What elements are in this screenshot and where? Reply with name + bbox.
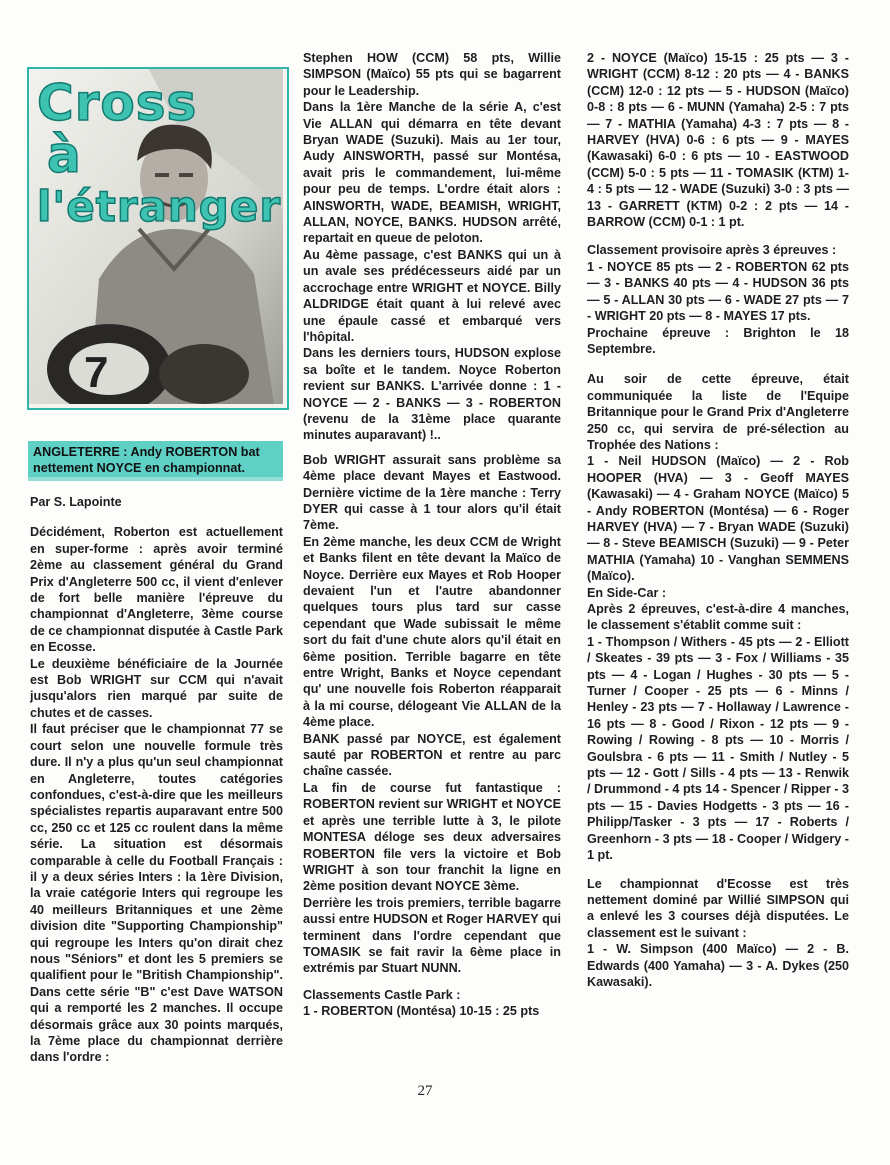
paragraph: En 2ème manche, les deux CCM de Wright et Banks filent en tête devant la Maïco de Noyce. Derrière eux Mayes et Rob Hooper devaient l'un et l'autre abandonner quelques tours plus tard sur casse cependant que Wade subissait le même sort du fait d'une chute alors qu'il était en 6ème position. Terrible bagarre en tête entre Wright, Banks et Noyce cependant qu' une nouvelle fois Roberton réapparait à la mi course, délogeant Vie ALLAN de la 4ème place.: [303, 534, 561, 730]
paragraph: Au 4ème passage, c'est BANKS qui un à un avale ses prédécesseurs aidé par un accrochage entre WRIGHT et NOYCE. Billy ALDRIDGE était quant à lui relevé avec une épaule cassé et embarqué vers l'hôpital.: [303, 247, 561, 344]
paragraph: 2 - NOYCE (Maïco) 15-15 : 25 pts — 3 - WRIGHT (CCM) 8-12 : 20 pts — 4 - BANKS (CCM) 12-0 : 12 pts — 5 - HUDSON (Maïco) 0-8 : 8 pts — 6 - MUNN (Yamaha) 2-5 : 7 pts — 7 - MATHIA (Yamaha) 4-3 : 7 pts — 8 - HARVEY (HVA) 0-6 : 6 pts — 9 - MAYES (Kawasaki) 6-0 : 6 pts — 10 - EASTWOOD (CCM) 5-0 : 5 pts — 11 - TOMASIK (KTM) 1-4 : 5 pts — 12 - WADE (Suzuki) 3-0 : 3 pts — 13 - GARRETT (KTM) 0-2 : 2 pts — 14 - BARROW (CCM) 0-1 : 1 pt.: [587, 51, 849, 230]
paragraph: Prochaine épreuve : Brighton le 18 Septembre.: [587, 325, 849, 356]
byline: Par S. Lapointe: [30, 495, 122, 509]
paragraph: Au soir de cette épreuve, était communiquée la liste de l'Equipe Britannique pour le Grand Prix d'Angleterre 250 cc, qui servira de pré-sélection au Trophée des Nations :: [587, 372, 849, 452]
page-number: 27: [417, 1083, 433, 1099]
right-column: [587, 50, 849, 990]
paragraph: 1 - Neil HUDSON (Maïco) — 2 - Rob HOOPER (HVA) — 3 - Geoff MAYES (Kawasaki) — 4 - Graham NOYCE (Maïco) 5 - Andy ROBERTON (Montésa) — 6 - Roger HARVEY (HVA) — 7 - Bryan WADE (Suzuki) — 8 - Steve BEAMISCH (Suzuki) — 9 - Peter MATHIA (Yamaha) 10 - Vanghan SEMMENS (Maïco).: [587, 454, 849, 584]
paragraph: 1 - W. Simpson (400 Maïco) — 2 - B. Edwards (400 Yamaha) — 3 - A. Dykes (250 Kawasaki).: [587, 942, 849, 989]
results-heading: Classements Castle Park :: [303, 987, 461, 1002]
svg-text:7: 7: [84, 348, 109, 397]
paragraph: Après 2 épreuves, c'est-à-dire 4 manches, le classement s'établit comme suit :: [587, 602, 849, 633]
paragraph: La fin de course fut fantastique : ROBERTON revient sur WRIGHT et NOYCE et après une terrible lutte à 3, le pilote MONTESA déloge ses deux adversaires ROBERTON file vers la victoire et Bob WRIGHT à son tour franchit la ligne en 2ème position devant NOYCE 3ème.: [303, 780, 561, 894]
rider-photo: [27, 67, 289, 410]
standings-heading: Classement provisoire après 3 épreuves :: [587, 243, 837, 258]
paragraph: Stephen HOW (CCM) 58 pts, Willie SIMPSON (Maïco) 55 pts qui se bagarrent pour le Leadership.: [303, 51, 561, 98]
paragraph: 1 - Thompson / Withers - 45 pts — 2 - Elliott / Skeates - 39 pts — 3 - Fox / Williams - 35 pts — 4 - Logan / Hughes - 30 pts — 5 - Turner / Cooper - 25 pts — 6 - Minns / Henley - 23 pts — 7 - Hollaway / Lawrence - 16 pts — 8 - Good / Rixon - 12 pts — 9 - Rowing / Rowing - 8 pts — 10 - Morris / Goulsbra - 6 pts — 11 - Smith / Nutley - 5 pts — 12 - Gott / Sills - 4 pts — 13 - Renwik / Drummond - 4 pts 14 - Spencer / Ripper - 3 pts — 15 - Davies Hodgetts - 3 pts — 16 - Philipp/Tasker - 3 pts — 17 - Roberts / Greenhorn - 3 pts — 18 - Cooper / Widgery - 1 pt.: [587, 634, 849, 863]
photo-title-line-2: à: [47, 126, 82, 184]
left-column: [30, 494, 283, 1066]
paragraph: Dans les derniers tours, HUDSON explose sa boîte et le tandem. Noyce Roberton revient sur BANKS. L'arrivée donne : 1 - NOYCE — 2 - BANKS — 3 - ROBERTON (revenu de la 31ème place quarante minutes auparavant) !..: [303, 346, 561, 443]
photo-title-line-1: Cross: [37, 74, 198, 132]
paragraph: Décidément, Roberton est actuellement en super-forme : après avoir terminé 2ème au classement général du Grand Prix d'Angleterre 500 cc, il vient d'enlever de fort belle manière l'épreuve du championnat d'Angleterre, 3ème course de ce championnat disputée à Castle Park en Ecosse.: [30, 525, 283, 655]
paragraph: Il faut préciser que le championnat 77 se court selon une nouvelle formule très dure. Il n'y a plus qu'un seul championnat en Angleterre, toutes catégories confondues, c'est-à-dire que les meilleurs spécialistes repartis auparavant entre 500 cc, 250 cc et 125 cc roulent dans la même série. La situation est désormais comparable à celle du Football Français : il y a deux séries Inters : la 1ère Division, la vraie catégorie Inters qui regroupe les 40 meilleurs Britanniques et une 2ème division dite "Supporting Championship" qui regroupe les Inters qu'on dirait chez nous "Séniors" et dont les 5 premiers se qualifient pour le "British Championship". Dans cette série "B" c'est Dave WATSON qui a remporté les 2 manches. Il occupe désormais grâce aux 30 points marqués, la 7ème place du championnat derrière dans l'ordre :: [30, 722, 283, 1065]
article-headline: ANGLETERRE : Andy ROBERTON bat nettement NOYCE en championnat.: [28, 441, 283, 481]
sidecar-heading: En Side-Car :: [587, 585, 667, 600]
paragraph: Le deuxième bénéficiaire de la Journée est Bob WRIGHT sur CCM qui n'avait jusqu'alors rien marqué par suite de chutes et de casses.: [30, 656, 283, 720]
paragraph: Derrière les trois premiers, terrible bagarre aussi entre HUDSON et Roger HARVEY qui terminent dans l'ordre cependant que TOMASIK se fait ravir la 6ème place in extrémis par Stuart NUNN.: [303, 895, 561, 976]
paragraph: 1 - NOYCE 85 pts — 2 - ROBERTON 62 pts — 3 - BANKS 40 pts — 4 - HUDSON 36 pts — 5 - ALLAN 30 pts — 6 - WADE 27 pts — 7 - WRIGHT 20 pts — 8 - MAYES 17 pts.: [587, 259, 849, 324]
photo-title-line-3: l'étranger: [37, 182, 282, 231]
middle-column: [303, 50, 561, 1020]
paragraph: BANK passé par NOYCE, est également sauté par ROBERTON et rentre au parc chaîne cassée.: [303, 731, 561, 779]
paragraph: Bob WRIGHT assurait sans problème sa 4ème place devant Mayes et Eastwood. Dernière victime de la 1ère manche : Terry DYER qui casse à 1 tour alors qu'il était 7ème.: [303, 452, 561, 533]
results-line: 1 - ROBERTON (Montésa) 10-15 : 25 pts: [303, 1004, 540, 1019]
paragraph: Dans la 1ère Manche de la série A, c'est Vie ALLAN qui démarra en tête devant Bryan WADE (Suzuki). Mais au 1er tour, Audy AINSWORTH, passé sur Montésa, avait pris le commandement, lui-même pour peu de temps. L'ordre était alors : AINSWORTH, WADE, BEAMISH, WRIGHT, ALLAN, NOYCE, BANKS. HUDSON arrêté, repartait en queue de peloton.: [303, 100, 561, 246]
paragraph: Le championnat d'Ecosse est très nettement dominé par Willié SIMPSON qui a enlevé les 3 courses déjà disputées. Le classement est le suivant :: [587, 876, 849, 940]
photo-title: [37, 74, 282, 233]
